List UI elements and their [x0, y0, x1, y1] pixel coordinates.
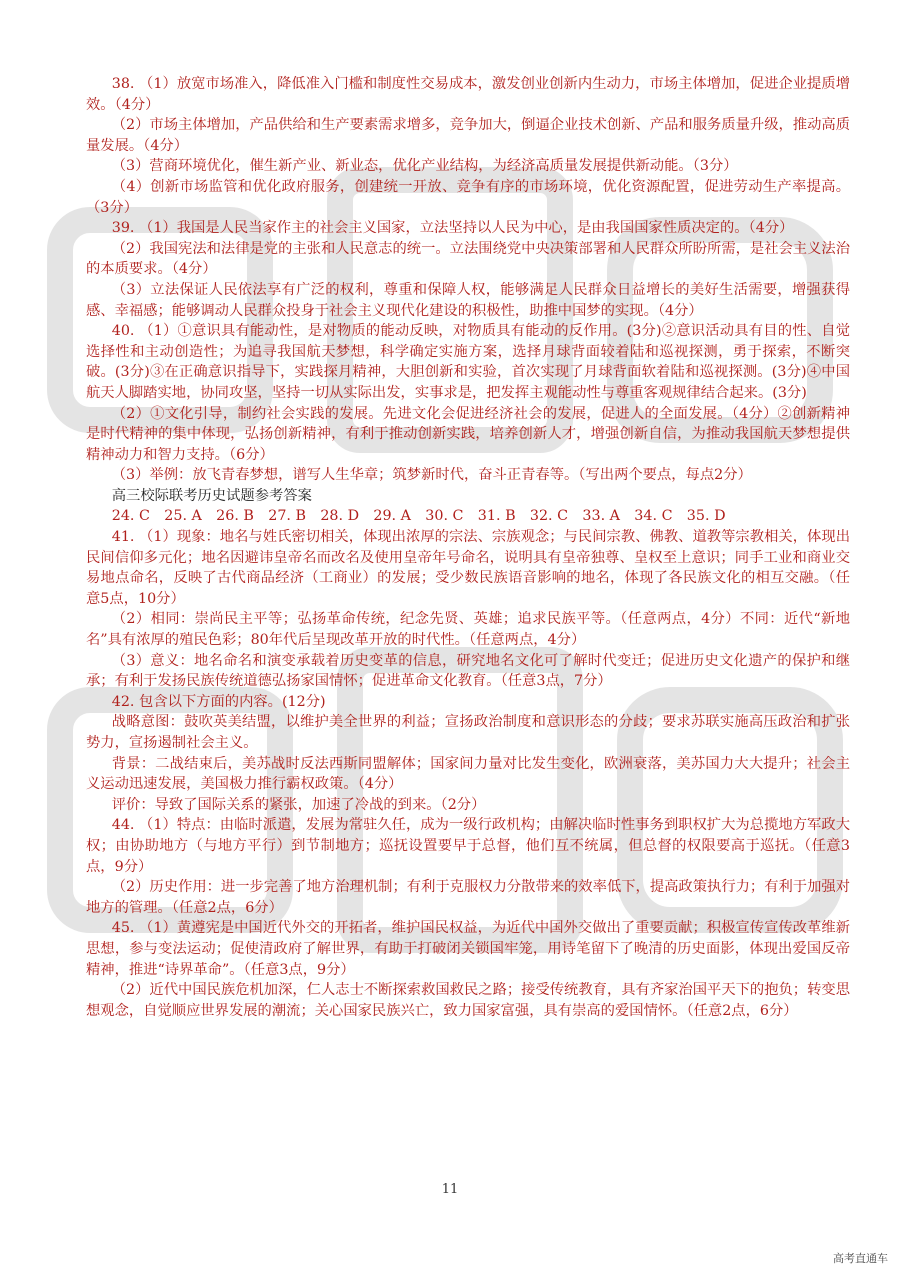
- answer-paragraph: 战略意图：鼓吹英美结盟，以维护美全世界的利益；宣扬政治制度和意识形态的分歧；要求苏联实施高压政治和扩张势力，宣扬遏制社会主义。: [86, 714, 850, 751]
- answer-paragraph: 44. （1）特点：由临时派遣，发展为常驻久任，成为一级行政机构；由解决临时性事务到职权扩大为总揽地方军政大权；由协助地方（与地方平行）到节制地方；巡抚设置要早于总督，他们互不统属，但总督的权限要高于巡抚。（任意3点，9分）: [86, 817, 850, 875]
- answer-paragraph: （3）立法保证人民依法享有广泛的权利，尊重和保障人权，能够满足人民群众日益增长的美好生活需要，增强获得感、幸福感；能够调动人民群众投身于社会主义现代化建设的积极性，助推中国梦的实现。（4分）: [86, 281, 850, 319]
- answer-paragraph: 高三校际联考历史试题参考答案: [111, 487, 312, 504]
- answer-paragraph: （3）营商环境优化，催生新产业、新业态，优化产业结构，为经济高质量发展提供新动能。（3分）: [111, 158, 738, 175]
- answer-paragraph: （2）市场主体增加，产品供给和生产要素需求增多，竞争加大，倒逼企业技术创新、产品和服务质量升级，推动高质量发展。（4分）: [86, 117, 850, 154]
- answer-paragraph: （2）相同：崇尚民主平等；弘扬革命传统，纪念先贤、英雄；追求民族平等。（任意两点，4分）不同：近代“新地名”具有浓厚的殖民色彩；80年代后呈现改革开放的时代性。（任意两点，4分）: [86, 611, 850, 649]
- answer-paragraph: （2）历史作用：进一步完善了地方治理机制；有利于克服权力分散带来的效率低下，提高政策执行力；有利于加强对地方的管理。（任意2点，6分）: [86, 879, 850, 916]
- answer-paragraph: 45. （1）黄遵宪是中国近代外交的开拓者，维护国民权益，为近代中国外交做出了重要贡献；积极宣传宣传改革维新思想，参与变法运动；促使清政府了解世界，有助于打破闭关锁国牢笼，用诗笔留下了晚清的历史面影，体现出爱国反帝精神，推进“诗界革命”。（任意3点，9分）: [86, 920, 850, 978]
- answer-paragraph: （2）①文化引导，制约社会实践的发展。先进文化会促进经济社会的发展，促进人的全面发展。（4分）②创新精神是时代精神的集中体现，弘扬创新精神，有利于推动创新实践，培养创新人才，增强创新自信，为推动我国航天梦想提供精神动力和智力支持。（6分）: [86, 405, 850, 463]
- answer-paragraph: 39. （1）我国是人民当家作主的社会主义国家，立法坚持以人民为中心，是由我国国家性质决定的。（4分）: [111, 220, 794, 237]
- answer-paragraph: 背景：二战结束后，美苏战时反法西斯同盟解体；国家间力量对比发生变化，欧洲衰落，美苏国力大大提升；社会主义运动迅速发展，美国极力推行霸权政策。（4分）: [86, 755, 850, 793]
- answer-paragraph: 42. 包含以下方面的内容。(12分): [111, 693, 326, 710]
- page-number: 11: [441, 1182, 459, 1197]
- answer-paragraph: 38. （1）放宽市场准入，降低准入门槛和制度性交易成本，激发创业创新内生动力，市场主体增加，促进企业提质增效。（4分）: [86, 76, 850, 113]
- answer-paragraph: （2）我国宪法和法律是党的主张和人民意志的统一。立法围绕党中央决策部署和人民群众所盼所需，是社会主义法治的本质要求。（4分）: [86, 240, 850, 278]
- answer-paragraph: 41. （1）现象：地名与姓氏密切相关，体现出浓厚的宗法、宗族观念；与民间宗教、佛教、道教等宗教相关，体现出民间信仰多元化；地名因避讳皇帝名而改名及使用皇帝年号命名，说明具有皇帝独尊、皇权至上意识；同手工业和商业交易地点命名，反映了古代商品经济（工商业）的发展；受少数民族语音影响的地名，体现了各民族文化的相互交融。（任意5点，10分）: [86, 529, 850, 607]
- answer-paragraph: （3）举例：放飞青春梦想，谱写人生华章；筑梦新时代，奋斗正青春等。（写出两个要点，每点2分）: [111, 467, 752, 484]
- answer-paragraph: 评价：导致了国际关系的紧张，加速了冷战的到来。（2分）: [111, 796, 486, 813]
- answer-paragraph: （4）创新市场监管和优化政府服务，创建统一开放、竞争有序的市场环境，优化资源配置，促进劳动生产率提高。（3分）: [86, 178, 850, 216]
- corner-watermark-text: 高考直通车: [833, 1252, 888, 1265]
- answer-paragraph: （3）意义：地名命名和演变承载着历史变革的信息，研究地名文化可了解时代变迁；促进历史文化遗产的保护和继承；有利于发扬民族传统道德弘扬家国情怀；促进革命文化教育。（任意3点，7分）: [86, 652, 850, 690]
- answer-key-body: [86, 74, 850, 1021]
- answer-paragraph: （2）近代中国民族危机加深，仁人志士不断探索救国救民之路；接受传统教育，具有齐家治国平天下的抱负；转变思想观念，自觉顺应世界发展的潮流；关心国家民族兴亡，致力国家富强，具有崇高的爱国情怀。（任意2点，6分）: [86, 982, 850, 1019]
- answer-paragraph: 40. （1）①意识具有能动性，是对物质的能动反映，对物质具有能动的反作用。(3分)②意识活动具有目的性、自觉选择性和主动创造性；为追寻我国航天梦想，科学确定实施方案，选择月球背面较着陆和巡视探测，勇于探索，不断突破。(3分)③在正确意识指导下，实践探月精神，大胆创新和实验，首次实现了月球背面软着陆和巡视探测。(3分)④中国航天人脚踏实地，协同攻坚，坚持一切从实际出发，实事求是，把发挥主观能动性与尊重客观规律结合起来。(3分): [86, 323, 850, 401]
- answer-paragraph: 24. C 25. A 26. B 27. B 28. D 29. A 30. C 31. B 32. C 33. A 34. C 35. D: [111, 508, 726, 525]
